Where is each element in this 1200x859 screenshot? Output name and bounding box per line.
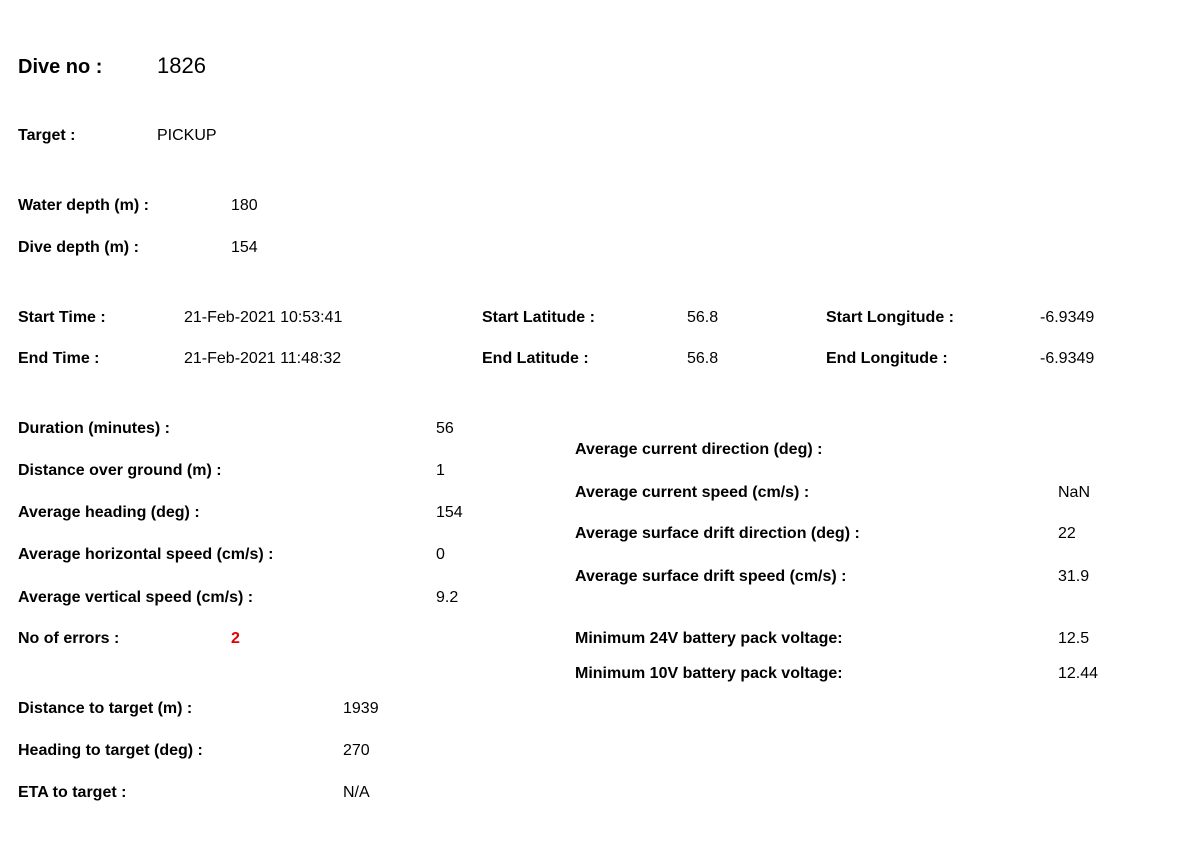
battery-10v-label: Minimum 10V battery pack voltage: xyxy=(575,665,843,682)
target-label: Target : xyxy=(18,127,76,144)
start-latitude-label: Start Latitude : xyxy=(482,309,595,326)
end-longitude-value: -6.9349 xyxy=(1040,350,1095,367)
target-value: PICKUP xyxy=(157,127,217,144)
average-horizontal-speed-label: Average horizontal speed (cm/s) : xyxy=(18,546,274,563)
eta-to-target-label: ETA to target : xyxy=(18,784,127,801)
errors-label: No of errors : xyxy=(18,630,120,647)
heading-to-target-label: Heading to target (deg) : xyxy=(18,742,203,759)
start-time-value: 21-Feb-2021 10:53:41 xyxy=(184,309,343,326)
start-longitude-label: Start Longitude : xyxy=(826,309,954,326)
duration-label: Duration (minutes) : xyxy=(18,420,170,437)
distance-to-target-label: Distance to target (m) : xyxy=(18,700,193,717)
start-longitude-value: -6.9349 xyxy=(1040,309,1095,326)
dive-depth-value: 154 xyxy=(231,239,258,256)
duration-value: 56 xyxy=(436,420,454,437)
dive-no-value: 1826 xyxy=(157,53,206,78)
dive-no-label: Dive no : xyxy=(18,56,103,78)
errors-value: 2 xyxy=(231,630,240,647)
dive-depth-label: Dive depth (m) : xyxy=(18,239,139,256)
average-horizontal-speed-value: 0 xyxy=(436,546,445,563)
average-heading-value: 154 xyxy=(436,504,463,521)
end-latitude-label: End Latitude : xyxy=(482,350,589,367)
distance-over-ground-value: 1 xyxy=(436,462,445,479)
average-heading-label: Average heading (deg) : xyxy=(18,504,200,521)
average-vertical-speed-value: 9.2 xyxy=(436,589,459,606)
average-current-direction-label: Average current direction (deg) : xyxy=(575,441,823,458)
start-time-label: Start Time : xyxy=(18,309,106,326)
end-latitude-value: 56.8 xyxy=(687,350,719,367)
water-depth-label: Water depth (m) : xyxy=(18,197,149,214)
end-longitude-label: End Longitude : xyxy=(826,350,948,367)
average-surface-drift-speed-label: Average surface drift speed (cm/s) : xyxy=(575,568,847,585)
start-latitude-value: 56.8 xyxy=(687,309,719,326)
battery-10v-value: 12.44 xyxy=(1058,665,1099,682)
end-time-label: End Time : xyxy=(18,350,100,367)
distance-over-ground-label: Distance over ground (m) : xyxy=(18,462,222,479)
average-vertical-speed-label: Average vertical speed (cm/s) : xyxy=(18,589,254,606)
distance-to-target-value: 1939 xyxy=(343,700,379,717)
average-current-speed-label: Average current speed (cm/s) : xyxy=(575,484,810,501)
average-surface-drift-direction-value: 22 xyxy=(1058,525,1076,542)
heading-to-target-value: 270 xyxy=(343,742,370,759)
eta-to-target-value: N/A xyxy=(343,784,370,801)
average-surface-drift-direction-label: Average surface drift direction (deg) : xyxy=(575,525,860,542)
water-depth-value: 180 xyxy=(231,197,258,214)
battery-24v-value: 12.5 xyxy=(1058,630,1090,647)
average-surface-drift-speed-value: 31.9 xyxy=(1058,568,1090,585)
average-current-speed-value: NaN xyxy=(1058,484,1091,501)
end-time-value: 21-Feb-2021 11:48:32 xyxy=(184,350,342,367)
battery-24v-label: Minimum 24V battery pack voltage: xyxy=(575,630,843,647)
